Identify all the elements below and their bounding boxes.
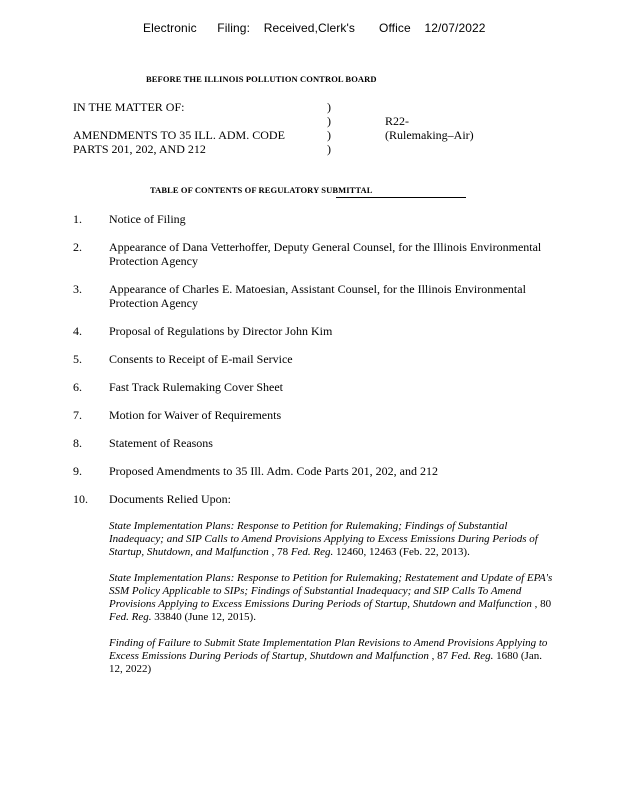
citation-pages: 33840 (June 12, 2015). — [151, 611, 256, 623]
caption-paren: ) — [327, 128, 331, 142]
list-item — [73, 464, 553, 478]
item-text: Appearance of Charles E. Matoesian, Assistant Counsel, for the Illinois Environmental Protection Agency — [109, 282, 526, 310]
caption-paren: ) — [327, 114, 331, 128]
item-text: Notice of Filing — [109, 212, 186, 226]
item-text: Proposed Amendments to 35 Ill. Adm. Code Parts 201, 202, and 212 — [109, 464, 438, 478]
item-number: 6. — [73, 380, 82, 394]
item-text: Motion for Waiver of Requirements — [109, 408, 282, 422]
citation-reporter: Fed. Reg. — [450, 650, 494, 662]
item-number: 9. — [73, 464, 82, 478]
citation-volume: , 87 — [428, 650, 451, 662]
filing-stamp: Electronic Filing: Received,Clerk's Office 12/07/2022 — [143, 21, 486, 35]
citation-volume: , 80 — [531, 598, 552, 610]
caption-paren: ) — [327, 100, 331, 114]
rulemaking-type: (Rulemaking–Air) — [385, 128, 474, 142]
case-caption-left — [73, 100, 285, 156]
citation-pages: 12460, 12463 (Feb. 22, 2013). — [333, 546, 470, 558]
amendments-line1: AMENDMENTS TO 35 ILL. ADM. CODE — [73, 128, 285, 142]
citation-reporter: Fed. Reg. — [290, 546, 334, 558]
list-item — [73, 240, 553, 268]
caption-parentheses — [327, 100, 331, 156]
item-text: Documents Relied Upon: — [109, 492, 231, 506]
item-text: Appearance of Dana Vetterhoffer, Deputy General Counsel, for the Illinois Environmental Protection Agency — [109, 240, 542, 268]
list-item — [73, 408, 553, 422]
item-text: Statement of Reasons — [109, 436, 213, 450]
list-item — [73, 352, 553, 366]
list-item — [73, 492, 553, 506]
item-number: 1. — [73, 212, 82, 226]
amendments-line2: PARTS 201, 202, AND 212 — [73, 142, 206, 156]
citation-volume: , 78 — [268, 546, 291, 558]
citation-title: State Implementation Plans: Response to Petition for Rulemaking; Findings of Substantial Inadequacy; and SIP Calls to Amend Provisions Applying to Excess Emissions During Periods of Startup, Shutdown, and Malfunction — [109, 520, 538, 558]
citation-title: State Implementation Plans: Response to Petition for Rulemaking; Restatement and Update of EPA's SSM Policy Applicable to SIPs; Findings of Substantial Inadequacy; and SIP Calls To Amend Provisions Applying to Excess Emissions During Periods of Startup, Shutdown and Malfunction — [109, 572, 553, 610]
item-number: 3. — [73, 282, 82, 296]
citation-reporter: Fed. Reg. — [109, 611, 152, 623]
citation-title: Finding of Failure to Submit State Implementation Plan Revisions to Amend Provisions Applying to Excess Emissions During Periods of Startup, Shutdown and Malfunction — [109, 637, 548, 662]
toc-list — [73, 212, 553, 676]
docket-number: R22- — [385, 114, 409, 128]
item-number: 8. — [73, 436, 82, 450]
item-text: Fast Track Rulemaking Cover Sheet — [109, 380, 283, 394]
item-number: 4. — [73, 324, 82, 338]
list-item — [73, 212, 553, 226]
caption-paren: ) — [327, 142, 331, 156]
citation — [109, 520, 553, 559]
item-number: 5. — [73, 352, 82, 366]
toc-title-underline — [336, 197, 466, 198]
item-text: Proposal of Regulations by Director John Kim — [109, 324, 333, 338]
toc-title: TABLE OF CONTENTS OF REGULATORY SUBMITTAL — [150, 185, 373, 195]
matter-label: IN THE MATTER OF: — [73, 100, 185, 114]
case-caption-right — [385, 114, 474, 142]
citation-pages: 1680 (Jan. 12, 2022) — [109, 650, 542, 675]
item-number: 7. — [73, 408, 82, 422]
citation — [109, 572, 553, 624]
citation — [109, 637, 553, 676]
item-number: 2. — [73, 240, 82, 254]
list-item — [73, 282, 553, 310]
item-number: 10. — [73, 492, 88, 506]
list-item — [73, 324, 553, 338]
board-heading: BEFORE THE ILLINOIS POLLUTION CONTROL BOARD — [146, 74, 377, 84]
list-item — [73, 436, 553, 450]
list-item — [73, 380, 553, 394]
item-text: Consents to Receipt of E-mail Service — [109, 352, 293, 366]
